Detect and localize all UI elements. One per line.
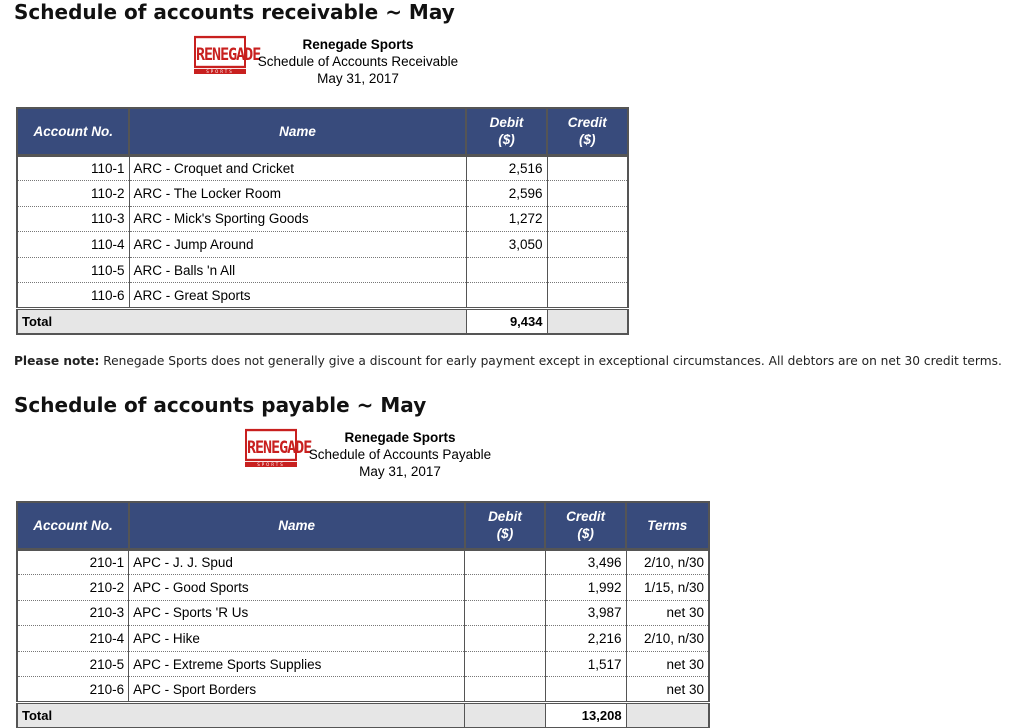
col-credit: Credit ($) — [545, 502, 626, 549]
payable-heading: Schedule of accounts payable ~ May — [14, 393, 427, 417]
total-credit: 13,208 — [545, 703, 626, 728]
name-cell: APC - J. J. Spud — [129, 549, 465, 575]
credit-cell — [545, 677, 626, 703]
company-info — [303, 429, 497, 480]
report-subtitle: Schedule of Accounts Payable — [308, 447, 492, 462]
col-terms: Terms — [626, 502, 709, 549]
account-no-cell: 110-4 — [17, 232, 129, 258]
company-name: Renegade Sports — [344, 430, 456, 445]
account-no-cell: 110-1 — [17, 155, 129, 181]
debit-cell: 2,596 — [466, 181, 547, 207]
total-debit: 9,434 — [466, 309, 547, 335]
note-text: Renegade Sports does not generally give a discount for early payment except in exceptional circumstances. All debtors are on net 30 credit terms. — [99, 354, 1002, 368]
terms-cell: net 30 — [626, 651, 709, 677]
renegade-logo: RENEGADE SPORTS — [194, 38, 246, 76]
total-debit — [465, 703, 546, 728]
table-row — [17, 283, 628, 309]
credit-cell — [547, 283, 628, 309]
debit-cell — [465, 626, 546, 652]
account-no-cell: 110-2 — [17, 181, 129, 207]
account-no-cell: 110-6 — [17, 283, 129, 309]
col-debit: Debit ($) — [466, 108, 547, 155]
table-row — [17, 181, 628, 207]
col-account-no: Account No. — [17, 502, 129, 549]
credit-cell — [547, 206, 628, 232]
credit-cell — [547, 155, 628, 181]
table-row — [17, 626, 709, 652]
name-cell: APC - Extreme Sports Supplies — [129, 651, 465, 677]
debit-cell — [465, 575, 546, 601]
debit-cell — [466, 257, 547, 283]
credit-cell: 3,496 — [545, 549, 626, 575]
account-no-cell: 210-1 — [17, 549, 129, 575]
account-no-cell: 210-3 — [17, 600, 129, 626]
total-row — [17, 703, 709, 728]
debit-cell: 1,272 — [466, 206, 547, 232]
table-row — [17, 155, 628, 181]
credit-cell — [547, 181, 628, 207]
total-row — [17, 309, 628, 335]
report-subtitle: Schedule of Accounts Receivable — [257, 54, 459, 69]
name-cell: ARC - The Locker Room — [129, 181, 466, 207]
credit-cell: 1,992 — [545, 575, 626, 601]
terms-cell: net 30 — [626, 677, 709, 703]
name-cell: ARC - Great Sports — [129, 283, 466, 309]
note-label: Please note: — [14, 354, 100, 368]
payable-table — [16, 501, 710, 728]
renegade-logo: RENEGADE SPORTS — [245, 431, 297, 469]
credit-cell — [547, 232, 628, 258]
name-cell: ARC - Jump Around — [129, 232, 466, 258]
name-cell: APC - Hike — [129, 626, 465, 652]
terms-cell: net 30 — [626, 600, 709, 626]
total-credit — [547, 309, 628, 335]
table-row — [17, 575, 709, 601]
credit-cell: 1,517 — [545, 651, 626, 677]
name-cell: ARC - Mick's Sporting Goods — [129, 206, 466, 232]
receivable-table — [16, 107, 629, 335]
table-row — [17, 677, 709, 703]
receivable-heading: Schedule of accounts receivable ~ May — [14, 0, 455, 24]
debit-cell — [465, 549, 546, 575]
account-no-cell: 110-3 — [17, 206, 129, 232]
account-no-cell: 210-2 — [17, 575, 129, 601]
account-no-cell: 210-6 — [17, 677, 129, 703]
table-row — [17, 549, 709, 575]
payable-report-header — [245, 427, 515, 483]
receivable-report-header — [194, 34, 474, 90]
note — [14, 354, 1002, 368]
account-no-cell: 210-4 — [17, 626, 129, 652]
report-date: May 31, 2017 — [359, 464, 441, 479]
total-label: Total — [17, 703, 465, 728]
table-row — [17, 651, 709, 677]
name-cell: APC - Sports 'R Us — [129, 600, 465, 626]
credit-cell: 2,216 — [545, 626, 626, 652]
total-label: Total — [17, 309, 466, 335]
credit-cell — [547, 257, 628, 283]
terms-cell: 2/10, n/30 — [626, 626, 709, 652]
debit-cell — [466, 283, 547, 309]
name-cell: ARC - Croquet and Cricket — [129, 155, 466, 181]
account-no-cell: 210-5 — [17, 651, 129, 677]
col-credit: Credit ($) — [547, 108, 628, 155]
credit-cell: 3,987 — [545, 600, 626, 626]
company-info — [252, 36, 464, 87]
company-name: Renegade Sports — [302, 37, 414, 52]
report-date: May 31, 2017 — [317, 71, 399, 86]
debit-cell — [465, 651, 546, 677]
table-row — [17, 232, 628, 258]
table-row — [17, 257, 628, 283]
debit-cell: 3,050 — [466, 232, 547, 258]
col-account-no: Account No. — [17, 108, 129, 155]
table-row — [17, 206, 628, 232]
col-name: Name — [129, 502, 465, 549]
name-cell: APC - Sport Borders — [129, 677, 465, 703]
name-cell: APC - Good Sports — [129, 575, 465, 601]
debit-cell — [465, 600, 546, 626]
debit-cell: 2,516 — [466, 155, 547, 181]
col-name: Name — [129, 108, 466, 155]
name-cell: ARC - Balls 'n All — [129, 257, 466, 283]
account-no-cell: 110-5 — [17, 257, 129, 283]
terms-cell: 1/15, n/30 — [626, 575, 709, 601]
terms-cell: 2/10, n/30 — [626, 549, 709, 575]
col-debit: Debit ($) — [465, 502, 546, 549]
total-terms — [626, 703, 709, 728]
debit-cell — [465, 677, 546, 703]
table-row — [17, 600, 709, 626]
